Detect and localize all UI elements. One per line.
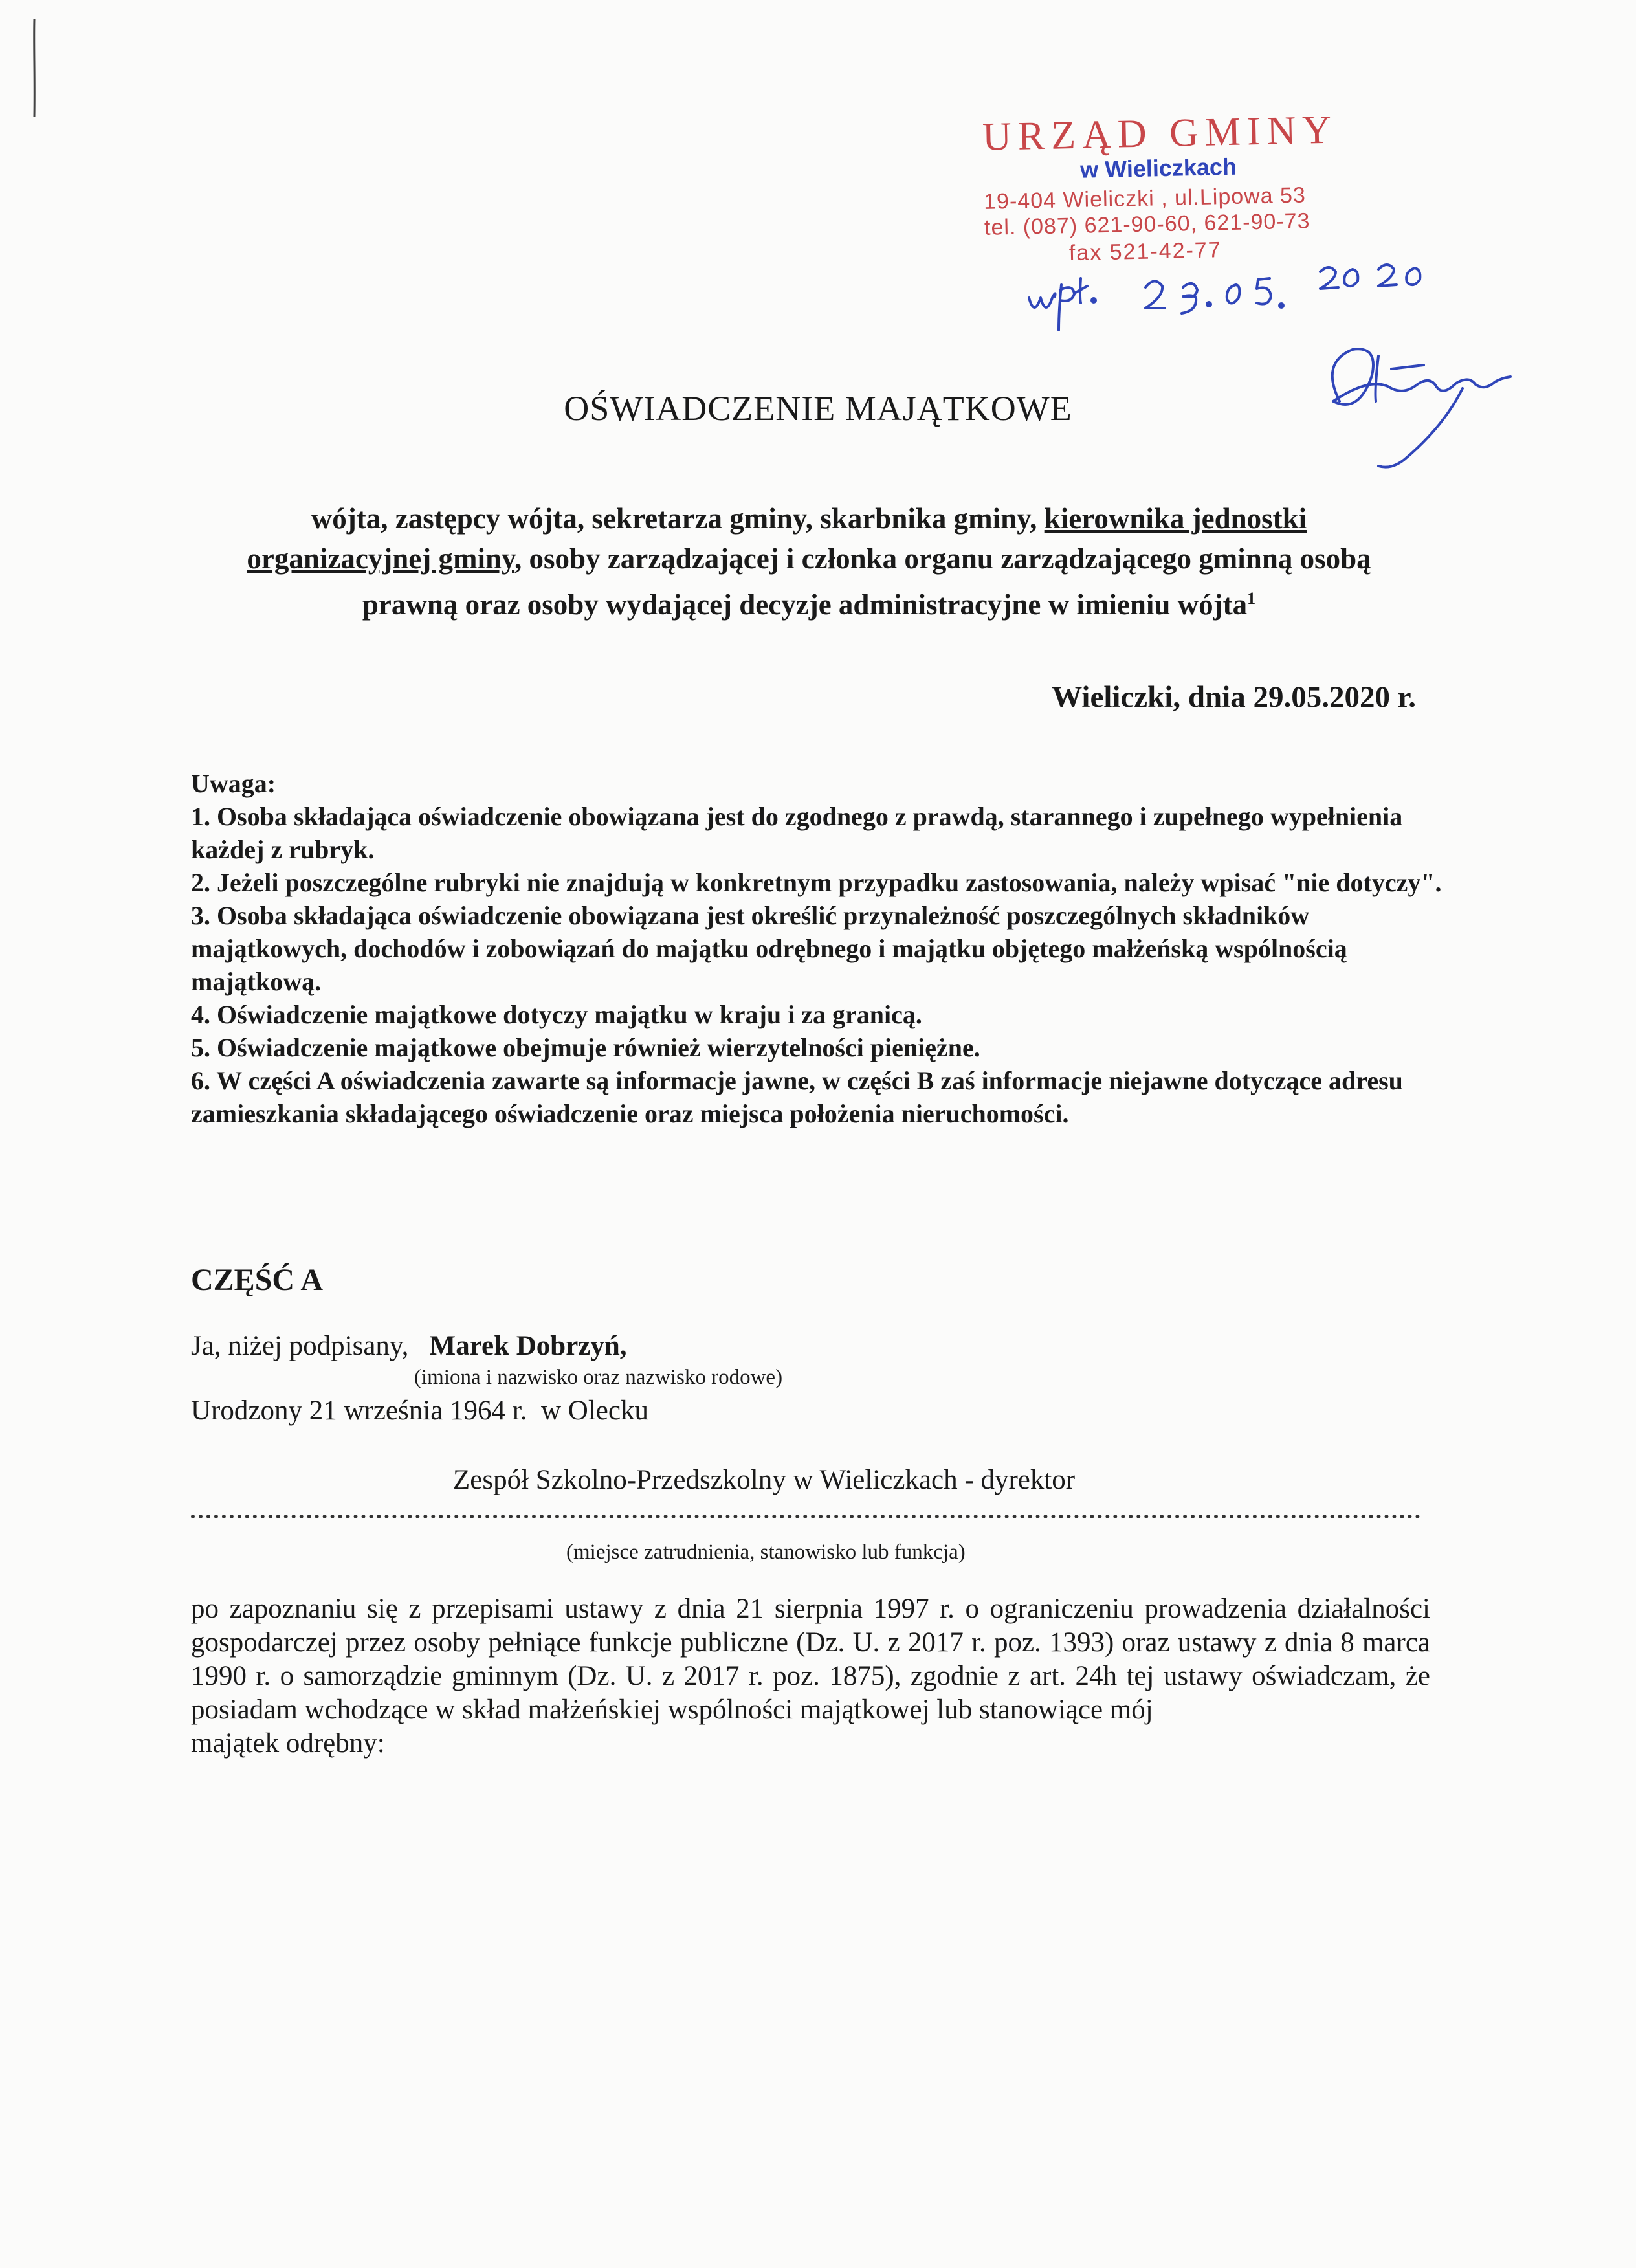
subtitle-line3: prawną oraz osoby wydającej decyzje administracyjne w imieniu wójta xyxy=(362,588,1248,621)
declarant-name: Marek Dobrzyń, xyxy=(429,1331,627,1361)
declaration-text xyxy=(191,1592,1430,1761)
stamp-place: w Wieliczkach xyxy=(1079,153,1237,183)
stamp-fax: fax 521-42-77 xyxy=(1068,238,1222,266)
stamp-address: 19-404 Wieliczki , ul.Lipowa 53 xyxy=(983,183,1307,214)
birth-date: 21 września 1964 r. xyxy=(309,1395,527,1426)
part-a-heading: CZĘŚĆ A xyxy=(191,1263,324,1297)
born-prefix: Urodzony xyxy=(191,1395,302,1426)
place-and-date: Wieliczki, dnia 29.05.2020 r. xyxy=(1052,680,1416,714)
note-item: 3. Osoba składająca oświadczenie obowiązana jest określić przynależność poszczególnych składników majątkowych, dochodów i zobowiązań do majątku odrębnego i majątku objętego małżeńską wspólnością majątkową. xyxy=(191,901,1347,996)
name-caption: (imiona i nazwisko oraz nazwisko rodowe) xyxy=(414,1366,783,1389)
signed-prefix: Ja, niżej podpisany, xyxy=(191,1331,409,1361)
note-item: 6. W części A oświadczenia zawarte są informacje jawne, w części B zaś informacje niejawne dotyczące adresu zamieszkania składającego oświadczenie oraz miejsca położenia nieruchomości. xyxy=(191,1066,1403,1128)
employment-value: Zespół Szkolno-Przedszkolny w Wieliczkach - dyrektor xyxy=(453,1465,1076,1495)
employment-caption: (miejsce zatrudnienia, stanowisko lub funkcja) xyxy=(566,1540,966,1564)
notes-section xyxy=(191,767,1459,1130)
signatory-line xyxy=(191,1330,627,1362)
document-subtitle xyxy=(162,498,1456,625)
stamp-phone: tel. (087) 621-90-60, 621-90-73 xyxy=(984,208,1310,240)
stamp-office: URZĄD GMINY xyxy=(982,107,1338,159)
employment-dotted-line xyxy=(191,1515,1420,1518)
note-item: 1. Osoba składająca oświadczenie obowiązana jest do zgodnego z prawdą, starannego i zupełnego wypełnienia każdej z rubryk. xyxy=(191,802,1403,864)
birth-line xyxy=(191,1395,648,1427)
handwritten-receipt-note xyxy=(1016,259,1547,472)
footnote-mark: 1 xyxy=(1247,589,1256,608)
subtitle-line2-post: , osoby zarządzającej i członka organu zarządzającego gminną osobą xyxy=(514,542,1371,575)
birth-place-prefix: w xyxy=(540,1395,562,1426)
subtitle-line1-underlined: kierownika jednostki xyxy=(1044,502,1307,535)
notes-heading: Uwaga: xyxy=(191,769,276,798)
declaration-last-line: majątek odrębny: xyxy=(191,1728,385,1759)
subtitle-line2-underlined: organizacyjnej gminy xyxy=(247,542,515,575)
document-title: OŚWIADCZENIE MAJĄTKOWE xyxy=(564,389,1072,428)
office-stamp xyxy=(982,106,1412,283)
note-item: 2. Jeżeli poszczególne rubryki nie znajdują w konkretnym przypadku zastosowania, należy wpisać "nie dotyczy". xyxy=(191,868,1442,897)
declaration-paragraph: po zapoznaniu się z przepisami ustawy z dnia 21 sierpnia 1997 r. o ograniczeniu prowadzenia działalności gospodarczej przez osoby pełniące funkcje publiczne (Dz. U. z 2017 r. poz. 1393) oraz ustawy z dnia 8 marca 1990 r. o samorządzie gminnym (Dz. U. z 2017 r. poz. 1875), zgodnie z art. 24h tej ustawy oświadczam, że posiadam wchodzące w skład małżeńskiej wspólności majątkowej lub stanowiące mój xyxy=(191,1594,1430,1725)
subtitle-line1-pre: wójta, zastępcy wójta, sekretarza gminy, skarbnika gminy, xyxy=(311,502,1045,535)
birth-place: Olecku xyxy=(568,1395,648,1426)
note-item: 4. Oświadczenie majątkowe dotyczy majątku w kraju i za granicą. xyxy=(191,1000,922,1029)
margin-mark xyxy=(32,19,36,117)
note-item: 5. Oświadczenie majątkowe obejmuje również wierzytelności pieniężne. xyxy=(191,1033,980,1062)
